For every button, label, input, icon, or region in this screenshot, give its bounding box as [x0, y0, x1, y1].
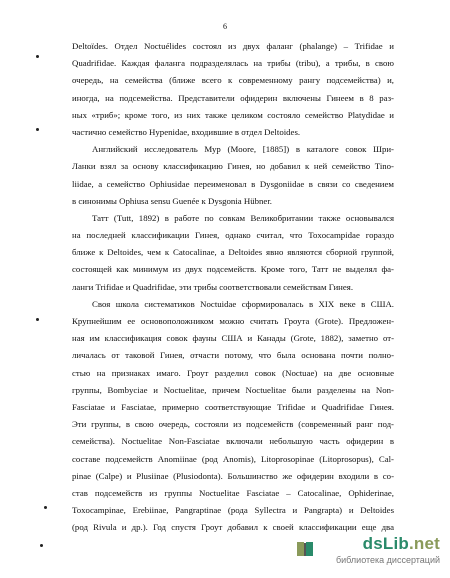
text-line: личалась от таковой Гинея, отчасти потому, что была основана почти полно-: [72, 350, 394, 361]
margin-dot: [36, 55, 39, 58]
text-line: состоящей как минимум из двух подсемейств. Кроме того, Татт не выделял фа-: [72, 264, 394, 275]
text-line: Татт (Tutt, 1892) в работе по совкам Великобритании также основывался: [92, 212, 394, 223]
body-text: [72, 38, 394, 536]
text-line: частично семейство Hypenidae, входившие в отдел Deltoides.: [72, 126, 301, 137]
text-line: Fasciatae и Fasciatae, примерно соответствующие Trifidae и Quadrifidae Гинея.: [72, 401, 394, 412]
text-line: (род Rivula и др.). Год спустя Гроут добавил к своей классификации еще два: [72, 522, 394, 533]
margin-dot: [44, 506, 47, 509]
page-number: 6: [223, 22, 227, 31]
text-line: иногда, на подсемейства. Представители офидерин включены Гинеем в 8 раз-: [72, 92, 394, 103]
text-line: семейства). Noctuelitae Non-Fasciatae включали небольшую часть офидерин в: [72, 436, 394, 447]
watermark: [292, 534, 442, 570]
text-line: pinae (Calpe) и Plusiinae (Plusiodonta). Большинство же офидерин входили в со-: [72, 470, 394, 481]
text-line: группы, Bombyciae и Noctuelitae, причем Noctuelitae были разделены на Non-: [72, 384, 394, 395]
watermark-subtitle: библиотека диссертаций: [335, 555, 440, 565]
text-line: стью на признаках имаго. Гроут разделил совок (Noctuae) на две основные: [72, 367, 394, 378]
text-line: Английский исследователь Мур (Moore, [1885]) в каталоге совок Шри-: [92, 144, 394, 155]
text-line: ных «триб»; кроме того, из них также целиком состояло семейство Platydidae и: [72, 109, 394, 120]
text-line: очередь, на семейства (ближе всего к современному рангу подсемейства) и,: [72, 75, 394, 86]
text-line: ланги Trifidae и Quadrifidae, эти трибы соответствовали семействам Гинея.: [72, 281, 354, 292]
text-line: ближе к Deltoides, чем к Catocalinae, а Deltoides явно являются сборной группой,: [72, 247, 394, 258]
text-line: liidae, а семейство Ophiusidae переименовал в Dysgoniidae в связи со сведением: [72, 178, 394, 189]
margin-dot: [36, 128, 39, 131]
text-line: Quadrifidae. Каждая фаланга подразделялась на трибы (tribu), а трибы, в свою: [72, 58, 394, 69]
book-icon: [294, 538, 316, 560]
text-line: Крупнейшим ее основоположником можно считать Гроута (Grote). Предложен-: [72, 316, 394, 326]
margin-dot: [40, 544, 43, 547]
text-line: ная им классификация совок фауны США и Канады (Grote, 1882), заметно от-: [72, 333, 394, 344]
text-line: на последней классификации Гинея, однако считал, что Toxocampidae гораздо: [72, 230, 394, 241]
text-line: Эти группы, в свою очередь, состояли из подсемейств (современный ранг под-: [72, 419, 394, 430]
watermark-title: dsLib.net: [362, 534, 440, 553]
text-line: став подсемейств из группы Noctuelitae Fasciatae – Catocalinae, Ophiderinae,: [72, 487, 394, 498]
text-line: Ланки взял за основу классификацию Гинея, но добавил к ней семейство Tino-: [72, 161, 394, 172]
text-line: Deltoïdes. Отдел Noctuélides состоял из двух фаланг (phalange) – Trifidae и: [72, 41, 394, 51]
text-line: составе подсемейств Anomiinae (род Anomis), Litoprosopinae (Litoprosopus), Cal-: [72, 453, 394, 464]
text-line: Своя школа систематиков Noctuidae сформировалась в XIX веке в США.: [92, 298, 394, 309]
margin-dot: [36, 318, 39, 321]
text-line: в синонимы Ophiusa sensu Guenée к Dysgonia Hübner.: [72, 195, 272, 206]
text-line: Toxocampinae, Erebiinae, Pangraptinae (рода Syllectra и Pangrapta) и Deltoides: [72, 505, 394, 516]
